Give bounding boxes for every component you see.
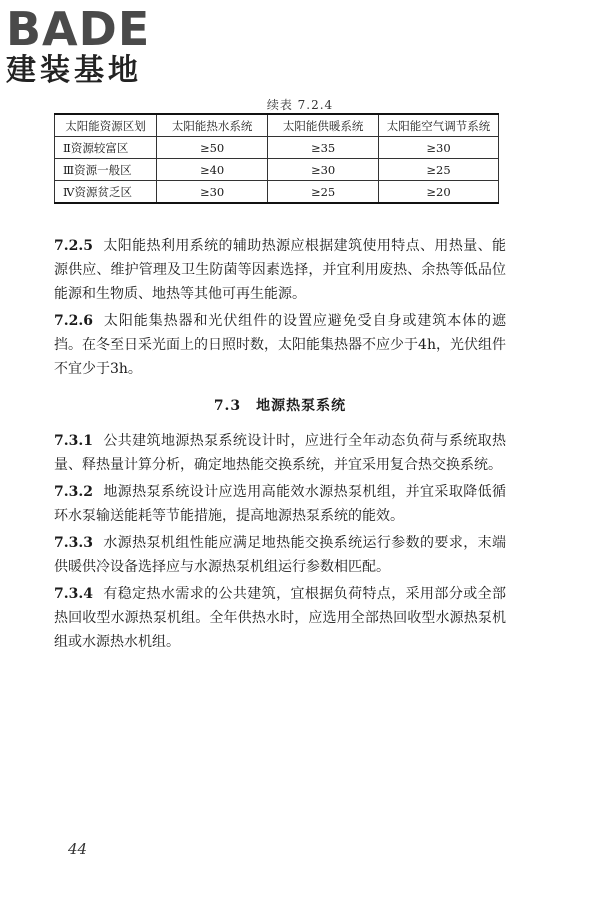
clause-number: 7.2.5 — [54, 238, 93, 254]
table-cell: Ⅳ资源贫乏区 — [55, 181, 157, 204]
table-cell: ≥40 — [157, 159, 268, 181]
clause-7-3-3 — [54, 531, 506, 579]
table-caption: 续表 7.2.4 — [266, 98, 334, 112]
header-cell: 太阳能资源区划 — [55, 114, 157, 137]
header-cell: 太阳能供暖系统 — [268, 114, 379, 137]
table-cell: Ⅱ资源较富区 — [55, 137, 157, 159]
table-cell: ≥20 — [379, 181, 499, 204]
table-row — [55, 159, 499, 181]
clause-7-2-5 — [54, 234, 506, 306]
watermark-logo — [6, 2, 181, 88]
table-cell: ≥30 — [157, 181, 268, 204]
table-header-row — [55, 114, 499, 137]
clause-text: 有稳定热水需求的公共建筑，宜根据负荷特点，采用部分或全部热回收型水源热泵机组。全年供热水时，应选用全部热回收型水源热泵机组或水源热水机组。 — [54, 586, 506, 650]
clause-text: 太阳能热利用系统的辅助热源应根据建筑使用特点、用热量、能源供应、维护管理及卫生防菌等因素选择，并宜利用废热、余热等低品位能源和生物质、地热等其他可再生能源。 — [54, 238, 506, 302]
clause-number: 7.3.4 — [54, 586, 93, 602]
table-cell: ≥50 — [157, 137, 268, 159]
document-body — [54, 234, 506, 657]
clause-7-3-4 — [54, 582, 506, 654]
table-cell: ≥35 — [268, 137, 379, 159]
clause-number: 7.2.6 — [54, 313, 93, 329]
table-cell: ≥25 — [379, 159, 499, 181]
table-row — [55, 181, 499, 204]
logo-latin-text: BADE — [6, 2, 151, 56]
clause-number: 7.3.3 — [54, 535, 93, 551]
clause-text: 水源热泵机组性能应满足地热能交换系统运行参数的要求，末端供暖供冷设备选择应与水源热泵机组运行参数相匹配。 — [54, 535, 506, 575]
clause-7-2-6 — [54, 309, 506, 381]
clause-number: 7.3.1 — [54, 433, 93, 449]
header-cell: 太阳能热水系统 — [157, 114, 268, 137]
table-row — [55, 137, 499, 159]
table-cell: ≥30 — [379, 137, 499, 159]
clause-text: 太阳能集热器和光伏组件的设置应避免受自身或建筑本体的遮挡。在冬至日采光面上的日照时数，太阳能集热器不应少于4h，光伏组件不宜少于3h。 — [54, 313, 506, 377]
table-cell: ≥30 — [268, 159, 379, 181]
clause-7-3-2 — [54, 480, 506, 528]
table-cell: ≥25 — [268, 181, 379, 204]
table-cell: Ⅲ资源一般区 — [55, 159, 157, 181]
clause-7-3-1 — [54, 429, 506, 477]
clause-text: 公共建筑地源热泵系统设计时，应进行全年动态负荷与系统取热量、释热量计算分析，确定地热能交换系统，并宜采用复合热交换系统。 — [54, 433, 506, 473]
clause-number: 7.3.2 — [54, 484, 93, 500]
header-cell: 太阳能空气调节系统 — [379, 114, 499, 137]
clause-text: 地源热泵系统设计应选用高能效水源热泵机组，并宜采取降低循环水泵输送能耗等节能措施，提高地源热泵系统的能效。 — [54, 484, 506, 524]
solar-fraction-table — [54, 113, 499, 204]
logo-cjk-text: 建装基地 — [6, 53, 142, 88]
page-number: 44 — [68, 840, 88, 858]
section-heading: 7.3 地源热泵系统 — [213, 398, 347, 414]
